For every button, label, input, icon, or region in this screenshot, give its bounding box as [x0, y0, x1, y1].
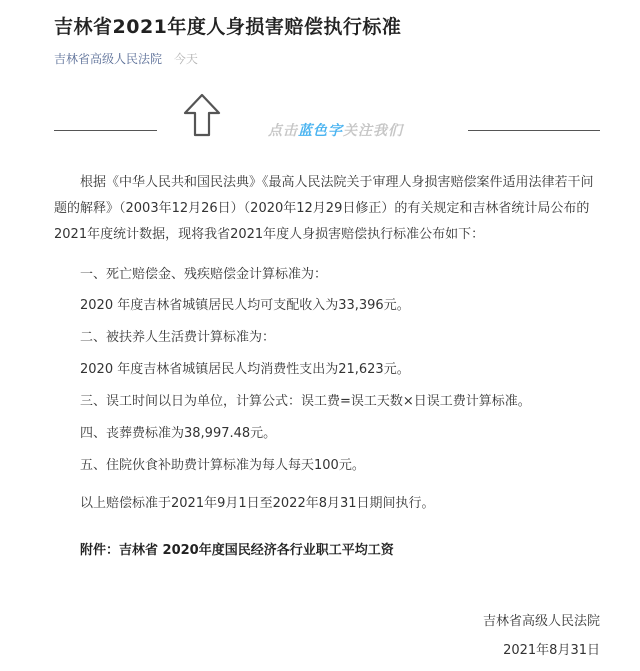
follow-prefix: 点击 — [268, 123, 298, 139]
banner-divider-left — [54, 130, 157, 131]
signature-org: 吉林省高级人民法院 — [482, 614, 600, 629]
item5: 五、住院伙食补助费计算标准为每人每天100元。 — [80, 458, 365, 473]
up-arrow-icon — [182, 92, 222, 138]
follow-banner — [54, 92, 600, 144]
follow-suffix: 关注我们 — [343, 123, 403, 139]
item2-value: 2020 年度吉林省城镇居民人均消费性支出为21,623元。 — [80, 362, 410, 377]
signature-date: 2021年8月31日 — [503, 643, 600, 658]
follow-highlight: 蓝色字 — [298, 123, 343, 139]
item3: 三、误工时间以日为单位，计算公式：误工费=误工天数×日误工费计算标准。 — [80, 394, 531, 409]
account-link[interactable]: 吉林省高级人民法院 — [54, 52, 163, 66]
banner-divider-right — [468, 130, 600, 131]
item4: 四、丧葬费标准为38,997.48元。 — [80, 426, 277, 441]
intro-paragraph: 根据《中华人民共和国民法典》《最高人民法院关于审理人身损害赔偿案件适用法律若干问题的解释》（2003年12月26日）（2020年12月29日修正）的有关规定和吉林省统计局公布的2021年度统计数据，现将我省2021年度人身损害赔偿执行标准公布如下： — [54, 175, 594, 242]
item1-title: 一、死亡赔偿金、残疾赔偿金计算标准为： — [80, 267, 328, 282]
attachment-note: 附件：吉林省 2020年度国民经济各行业职工平均工资 — [80, 543, 394, 558]
article-title: 吉林省2021年度人身损害赔偿执行标准 — [54, 16, 402, 38]
period-note: 以上赔偿标准于2021年9月1日至2022年8月31日期间执行。 — [80, 496, 435, 511]
publish-date: 今天 — [173, 52, 198, 66]
item1-value: 2020 年度吉林省城镇居民人均可支配收入为33,396元。 — [80, 298, 410, 313]
article-meta — [54, 50, 198, 67]
item2-title: 二、被扶养人生活费计算标准为： — [80, 330, 276, 345]
follow-prompt[interactable] — [268, 120, 403, 140]
